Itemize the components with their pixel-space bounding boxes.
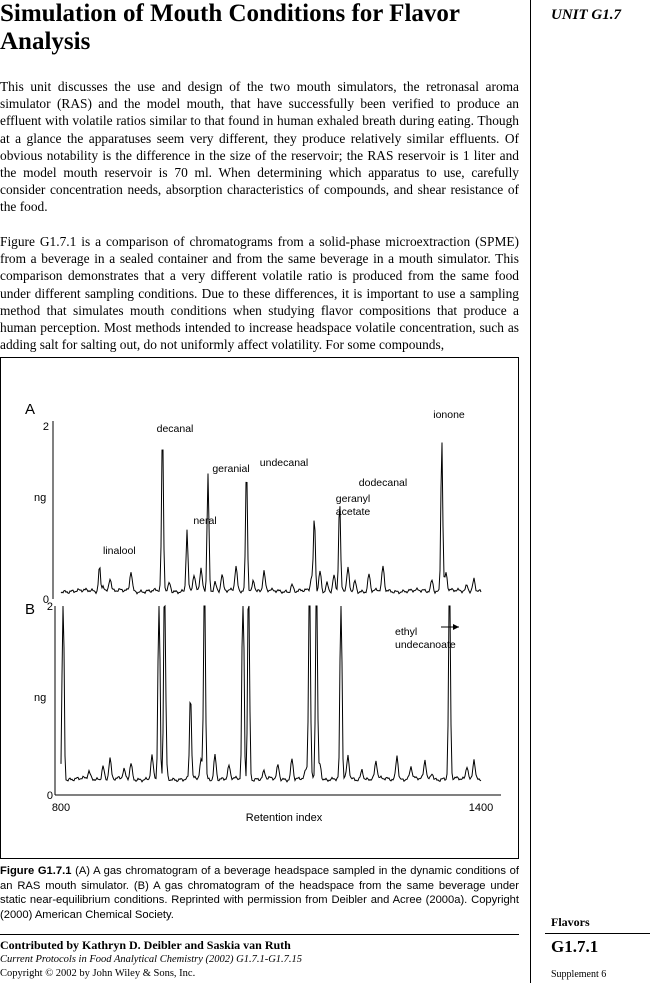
- panel-a-y-tick-bottom: 0: [42, 594, 49, 606]
- x-axis-label: Retention index: [245, 812, 323, 824]
- body-paragraph-1: This unit discusses the use and design of the two mouth simulators, the retronasal aroma simulator (RAS) and the model mouth, that have successfully been verified to produce an effluent with volatile ratios similar to that found in human exhaled breath during eating. Though at a glance the apparatuses seem very different, they produce relatively similar effluents. Of obvious notability is the difference in the size of the reservoir; the RAS reservoir is 1 liter and the model mouth reservoir is 70 ml. When determining which apparatus to use, carefully consider concentration needs, absorption characteristics of compounds, and shear resistance of the food.: [0, 79, 519, 215]
- peak-label: linalool: [103, 545, 136, 557]
- contributors: Contributed by Kathryn D. Deibler and Saskia van Ruth: [0, 938, 291, 952]
- panel-a-peak-labels: [103, 409, 465, 557]
- figure-box: [0, 357, 519, 859]
- peak-label: geranyl acetate: [335, 493, 371, 518]
- peak-label: ionone: [433, 409, 465, 421]
- peak-label: decanal: [156, 423, 194, 435]
- copyright: Copyright © 2002 by John Wiley & Sons, Inc.: [0, 968, 196, 979]
- x-tick-label-1400: 1400: [468, 802, 494, 814]
- peak-label: ethyl undecanoate: [395, 626, 456, 651]
- panel-b-trace: [61, 606, 481, 782]
- margin-divider: [530, 0, 531, 983]
- citation: Current Protocols in Food Analytical Chemistry (2002) G1.7.1-G1.7.15: [0, 954, 303, 965]
- supplement: Supplement 6: [551, 969, 607, 980]
- footer-rule: [0, 934, 519, 935]
- panel-b-label: B: [25, 601, 36, 618]
- peak-label: neral: [193, 515, 217, 527]
- section-name: Flavors: [551, 915, 590, 929]
- unit-number: G1.7.1: [551, 937, 599, 956]
- peak-arrowhead: [453, 624, 459, 630]
- caption-text: (A) A gas chromatogram of a beverage headspace sampled in the dynamic conditions of an RAS mouth simulator. (B) A gas chromatogram of the headspace from the same beverage under static near-equilibrium conditions. Reprinted with permission from Deibler and Acree (2000a). Copyright (2000) American Chemical Society.: [0, 865, 519, 921]
- peak-label: undecanal: [259, 457, 309, 469]
- unit-label: UNIT G1.7: [551, 7, 621, 23]
- peak-label: geranial: [212, 463, 250, 475]
- side-rule: [545, 933, 650, 934]
- panel-a-ylabel: ng: [34, 492, 47, 504]
- x-tick-label-800: 800: [51, 802, 71, 814]
- panel-b-y-tick-bottom: 0: [46, 790, 53, 802]
- page-title: Simulation of Mouth Conditions for Flavor Analysis: [0, 0, 460, 55]
- body-paragraph-2: Figure G1.7.1 is a comparison of chromatograms from a solid-phase microextraction (SPME) from a beverage in a sealed container and from the same beverage in a mouth simulator. This comparison demonstrates that a very different volatile ratio is produced from the same food under different sampling conditions. Due to these differences, it is important to use a sampling method that simulates mouth conditions when studying flavor compositions that produce a human perception. Most methods intended to increase headspace volatile concentration, such as adding salt for salting out, do not uniformly affect volatility. For some compounds,: [0, 234, 519, 353]
- panel-b-ylabel: ng: [34, 692, 47, 704]
- figure-caption: [0, 864, 519, 922]
- panel-b-peak-labels: [395, 624, 459, 651]
- chromatogram-figure: [1, 358, 518, 858]
- caption-label: Figure G1.7.1: [0, 865, 72, 877]
- panel-b-y-tick-top: 2: [46, 601, 53, 613]
- peak-label: dodecanal: [358, 477, 408, 489]
- panel-a-label: A: [25, 401, 36, 418]
- panel-a-y-tick-top: 2: [42, 421, 49, 433]
